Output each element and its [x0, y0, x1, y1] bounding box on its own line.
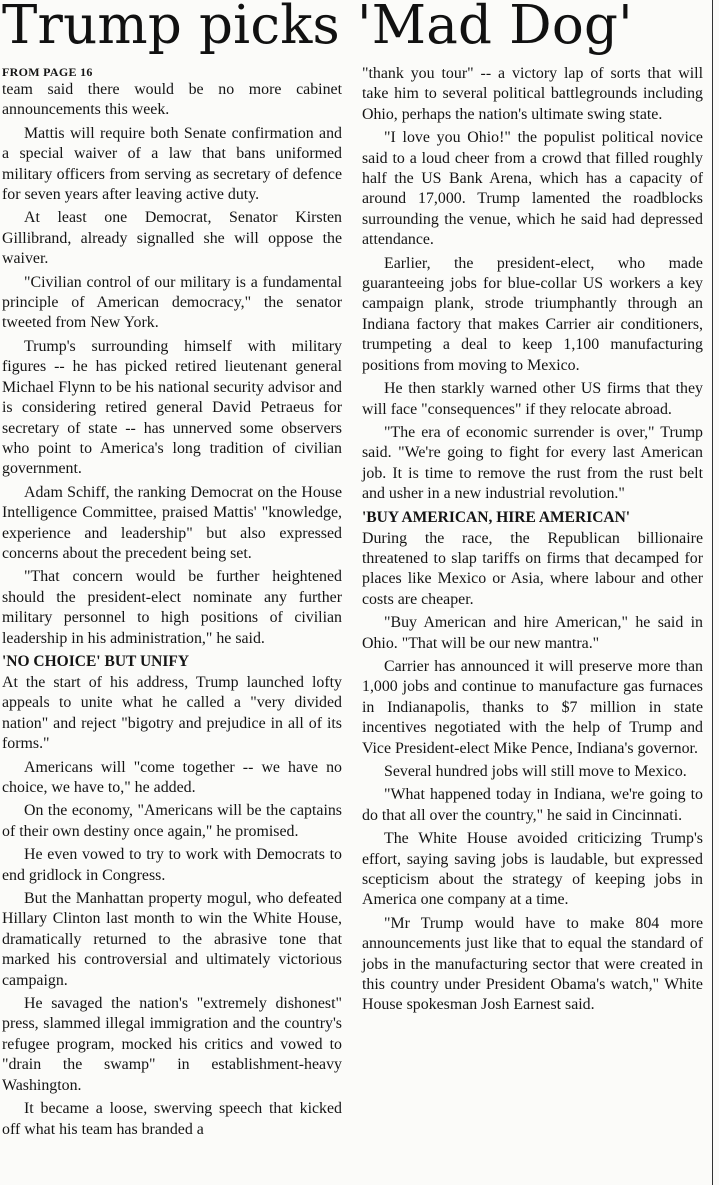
paragraph: "That concern would be further heightened should the president-elect nominate any further military personnel to high positions of civilian leadership in his administration," he said.	[2, 568, 342, 647]
paragraph: At least one Democrat, Senator Kirsten Gillibrand, already signalled she will oppose the waiver.	[2, 209, 342, 268]
paragraph: "thank you tour" -- a victory lap of sorts that will take him to several political battlegrounds including Ohio, perhaps the nation's ultimate swing state.	[362, 65, 703, 123]
paragraph: At the start of his address, Trump launched lofty appeals to unite what he called a "very divided nation" and reject "bigotry and prejudice in all of its forms."	[2, 673, 342, 753]
paragraph: "What happened today in Indiana, we're going to do that all over the country," he said in Cincinnati.	[362, 786, 703, 824]
paragraph: "Mr Trump would have to make 804 more announcements just like that to equal the standard of jobs in the manufacturing sector that were created in this country under President Obama's watch," White House spokesman Josh Earnest said.	[362, 914, 703, 1014]
left-column	[2, 64, 342, 1143]
paragraph: During the race, the Republican billionaire threatened to slap tariffs on firms that decamped for places like Mexico or Asia, where labour and other costs are cheaper.	[362, 529, 703, 608]
paragraph: team said there would be no more cabinet announcements this week.	[2, 81, 342, 119]
paragraph: It became a loose, swerving speech that kicked off what his team has branded a	[2, 1100, 342, 1138]
paragraph: He then starkly warned other US firms that they will face "consequences" if they relocate abroad.	[362, 380, 703, 418]
paragraph: Mattis will require both Senate confirmation and a special waiver of a law that bans uniformed military officers from serving as secretary of defence for seven years after leaving active duty.	[2, 124, 342, 204]
paragraph: "The era of economic surrender is over," Trump said. "We're going to fight for every last American job. It is time to remove the rust from the rust belt and usher in a new industrial revolution."	[362, 423, 703, 503]
right-column	[362, 64, 703, 1019]
paragraph: He savaged the nation's "extremely dishonest" press, slammed illegal immigration and the country's refugee program, mocked his critics and vowed to "drain the swamp" in establishment-heavy Washington.	[2, 995, 342, 1094]
paragraph: Adam Schiff, the ranking Democrat on the House Intelligence Committee, praised Mattis' "knowledge, experience and leadership" but also expressed concerns about the precedent being set.	[2, 483, 342, 562]
paragraph: "Civilian control of our military is a fundamental principle of American democracy," the senator tweeted from New York.	[2, 273, 342, 332]
paragraph: On the economy, "Americans will be the captains of their own destiny once again," he promised.	[2, 802, 342, 840]
paragraph: Americans will "come together -- we have no choice, we have to," he added.	[2, 758, 342, 796]
headline: Trump picks 'Mad Dog'	[2, 0, 633, 56]
paragraph: "I love you Ohio!" the populist political novice said to a loud cheer from a crowd that filled roughly half the US Bank Arena, which has a capacity of around 17,000. Trump lamented the roadblocks surrounding the venue, which he said had depressed attendance.	[362, 129, 703, 249]
paragraph: Carrier has announced it will preserve more than 1,000 jobs and continue to manufacture gas furnaces in Indianapolis, thanks to $7 million in state incentives negotiated with the help of Trump and Vice President-elect Mike Pence, Indiana's governor.	[362, 657, 703, 757]
paragraph: Trump's surrounding himself with military figures -- he has picked retired lieutenant general Michael Flynn to be his national security advisor and is considering retired general David Petraeus for secretary of state -- has unnerved some observers who point to America's long tradition of civilian government.	[2, 337, 342, 478]
paragraph: But the Manhattan property mogul, who defeated Hillary Clinton last month to win the White House, dramatically returned to the abrasive tone that marked his controversial and ultimately victorious campaign.	[2, 890, 342, 989]
subhead: 'BUY AMERICAN, HIRE AMERICAN'	[362, 508, 631, 526]
column-rule	[712, 0, 713, 1185]
paragraph: Several hundred jobs will still move to Mexico.	[384, 763, 687, 780]
paragraph: He even vowed to try to work with Democrats to end gridlock in Congress.	[2, 846, 342, 884]
continued-from-label: FROM PAGE 16	[2, 65, 93, 79]
paragraph: The White House avoided criticizing Trump's effort, saying saving jobs is laudable, but expressed scepticism about the strategy of keeping jobs in America one company at a time.	[362, 830, 703, 909]
paragraph: "Buy American and hire American," he said in Ohio. "That will be our new mantra."	[362, 614, 703, 652]
subhead: 'NO CHOICE' BUT UNIFY	[2, 652, 190, 670]
paragraph: Earlier, the president-elect, who made guaranteeing jobs for blue-collar US workers a key campaign plank, strode triumphantly through an Indiana factory that makes Carrier air conditioners, trumpeting a deal to keep 1,100 manufacturing positions from moving to Mexico.	[362, 254, 703, 374]
